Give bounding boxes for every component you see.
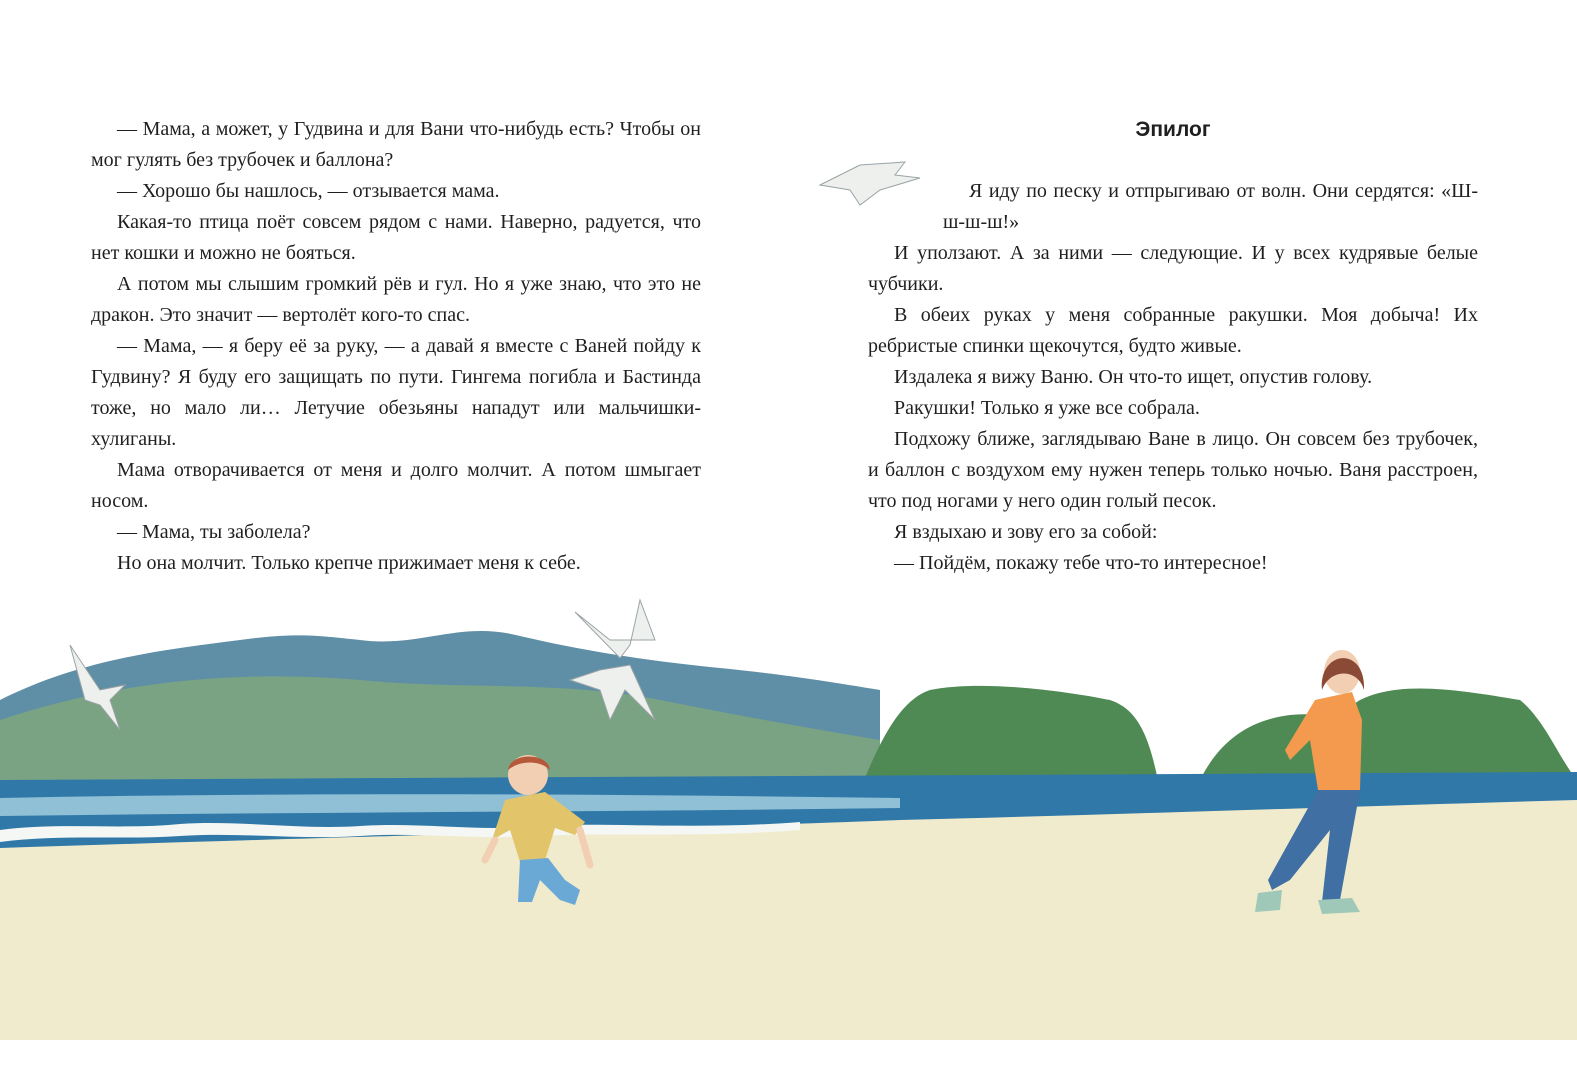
paragraph: — Хорошо бы нашлось, — отзывается мама. [117, 180, 500, 202]
paragraph: Издалека я вижу Ваню. Он что-то ищет, опустив голову. [894, 366, 1373, 388]
right-page-text [868, 114, 1478, 579]
paragraph: В обеих руках у меня собранные ракушки. Моя добыча! Их ребристые спинки щекочутся, будто живые. [868, 304, 1478, 357]
paragraph: Я вздыхаю и зову его за собой: [894, 521, 1158, 543]
paragraph: Но она молчит. Только крепче прижимает меня к себе. [117, 552, 581, 574]
right-cliff-far [1200, 688, 1577, 780]
paragraph: — Мама, а может, у Гудвина и для Вани что-нибудь есть? Чтобы он мог гулять без трубочек и баллона? [91, 118, 701, 171]
paragraph: И уползают. А за ними — следующие. И у всех кудрявые белые чубчики. [868, 242, 1478, 295]
paragraph: Ракушки! Только я уже все собрала. [894, 397, 1200, 419]
chapter-title: Эпилог [1135, 118, 1211, 141]
paragraph: — Пойдём, покажу тебе что-то интересное! [894, 552, 1268, 574]
paragraph: Мама отворачивается от меня и долго молчит. А потом шмыгает носом. [91, 459, 701, 512]
paragraph: А потом мы слышим громкий рёв и гул. Но я уже знаю, что это не дракон. Это значит — вертолёт кого-то спас. [91, 273, 701, 326]
paragraph: Я иду по песку и отпрыгиваю от волн. Они сердятся: «Ш-ш-ш-ш!» [943, 180, 1478, 233]
left-page-text [91, 114, 701, 579]
paragraph: — Мама, ты заболела? [117, 521, 311, 543]
paragraph: Какая-то птица поёт совсем рядом с нами. Наверно, радуется, что нет кошки и можно не бояться. [91, 211, 701, 264]
paragraph: Подхожу ближе, заглядываю Ване в лицо. Он совсем без трубочек, и баллон с воздухом ему нужен теперь только ночью. Ваня расстроен, что под ногами у него один голый песок. [868, 428, 1478, 512]
paragraph: — Мама, — я беру её за руку, — а давай я вместе с Ваней пойду к Гудвину? Я буду его защищать по пути. Гингема погибла и Бастинда тоже, но мало ли… Летучие обезьяны нападут или мальчишки-хулиганы. [91, 335, 701, 450]
